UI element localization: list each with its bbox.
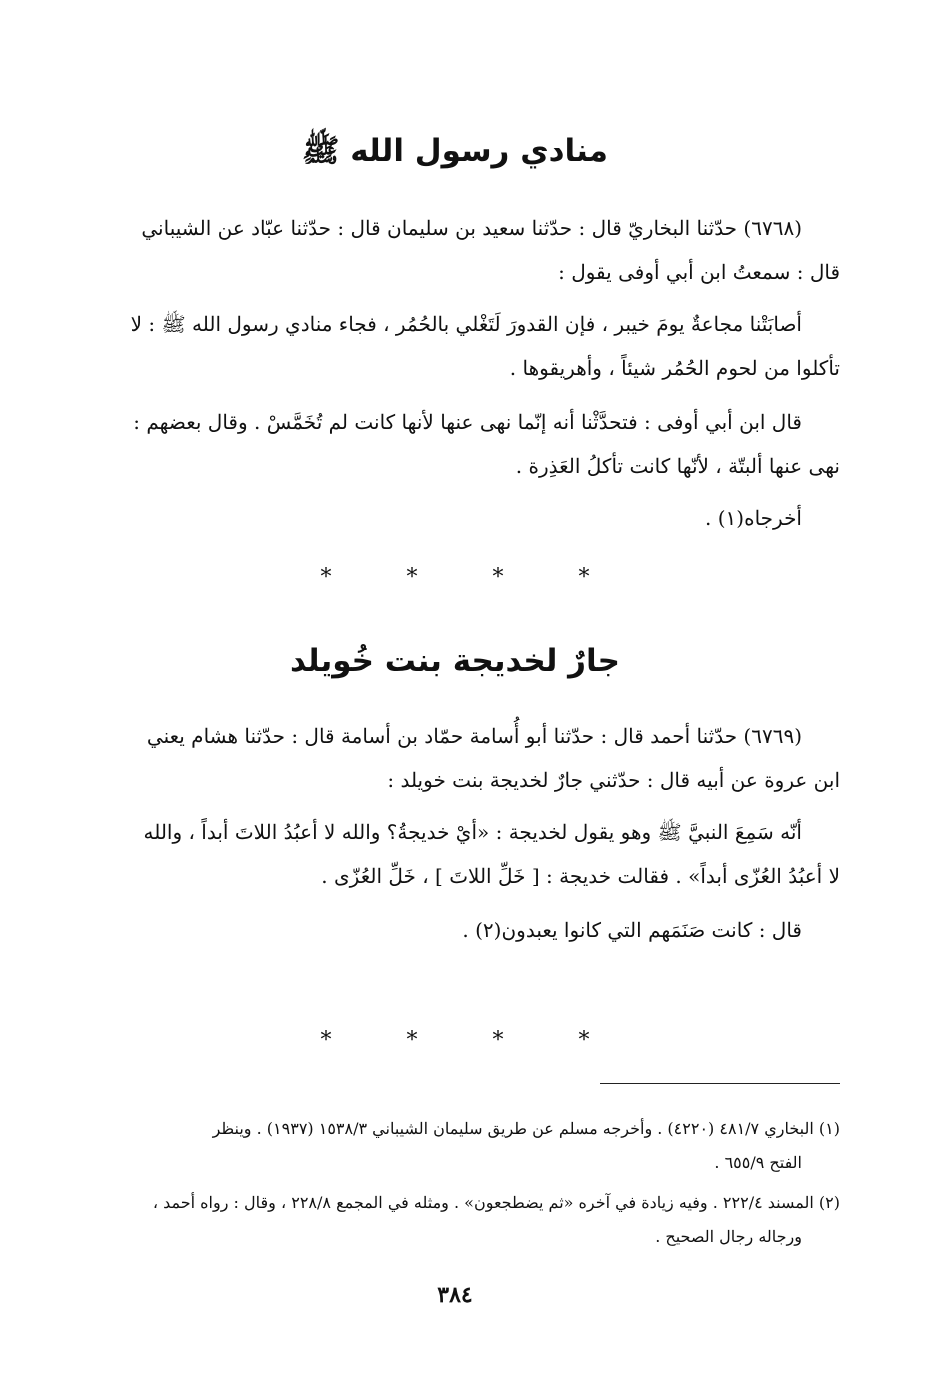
separator-stars: * * * *: [320, 565, 624, 590]
hadith-6768-isnad-line-1: (٦٧٦٨) حدّثنا البخاريّ قال : حدّثنا سعيد بن سليمان قال : حدّثنا عبّاد عن الشيباني: [141, 216, 802, 240]
footnote-1-line-2: الفتح ٦٥٥/٩ .: [714, 1153, 802, 1172]
footnote-2-line-2: ورجاله رجال الصحيح .: [655, 1227, 802, 1246]
book-page: [70, 0, 840, 1380]
hadith-6768-isnad-line-2: قال : سمعتُ ابن أبي أوفى يقول :: [558, 260, 840, 284]
footnote-2-line-1: (٢) المسند ٢٢٢/٤ . وفيه زيادة في آخره «ثم يضطجعون» . ومثله في المجمع ٢٢٨/٨ ، وقال : رواه أحمد ،: [152, 1193, 840, 1212]
section-title-herald: منادي رسول الله ﷺ: [301, 133, 609, 169]
footnote-divider: [600, 1083, 840, 1084]
hadith-6768-matn-line-1: أصابَتْنا مجاعةٌ يومَ خيبر ، فإن القدورَ لَتَغْلي بالحُمُر ، فجاء منادي رسول الله ﷺ : لا: [130, 312, 802, 336]
separator-stars-2: * * * *: [320, 1028, 624, 1053]
hadith-6768-matn-line-2: تأكلوا من لحوم الحُمُر شيئاً ، وأهريقوها .: [509, 356, 840, 380]
hadith-6768-takhrij: أخرجاه(١) .: [705, 506, 802, 530]
footnote-1-line-1: (١) البخاري ٤٨١/٧ (٤٢٢٠) . وأخرجه مسلم عن طريق سليمان الشيباني ١٥٣٨/٣ (١٩٣٧) . وينظر: [212, 1119, 840, 1138]
hadith-6768-comment-line-2: نهى عنها ألبتّة ، لأنّها كانت تأكلُ العَذِرة .: [515, 454, 840, 478]
hadith-6769-comment: قال : كانت صَنَمَهم التي كانوا يعبدون(٢) .: [462, 918, 802, 942]
hadith-6769-matn-line-1: أنّه سَمِعَ النبيَّ ﷺ وهو يقول لخديجة : «أيْ خديجةُ؟ والله لا أعبُدُ اللاتَ أبداً ، والله: [143, 820, 802, 844]
hadith-6768-comment-line-1: قال ابن أبي أوفى : فتحدَّثْنا أنه إنّما نهى عنها لأنها كانت لم تُخَمَّسْ . وقال بعضهم :: [133, 410, 802, 434]
hadith-6769-isnad-line-1: (٦٧٦٩) حدّثنا أحمد قال : حدّثنا أبو أُسامة حمّاد بن أسامة قال : حدّثنا هشام يعني: [146, 724, 802, 748]
hadith-6769-isnad-line-2: ابن عروة عن أبيه قال : حدّثني جارٌ لخديجة بنت خويلد :: [387, 768, 840, 792]
section-title-khadija-neighbor: جارٌ لخديجة بنت خُويلد: [290, 643, 620, 679]
page-number: ٣٨٤: [437, 1282, 473, 1308]
hadith-6769-matn-line-2: لا أعبُدُ العُزّى أبداً» . فقالت خديجة : [ خَلِّ اللاتَ ] ، خَلِّ العُزّى .: [321, 864, 840, 888]
